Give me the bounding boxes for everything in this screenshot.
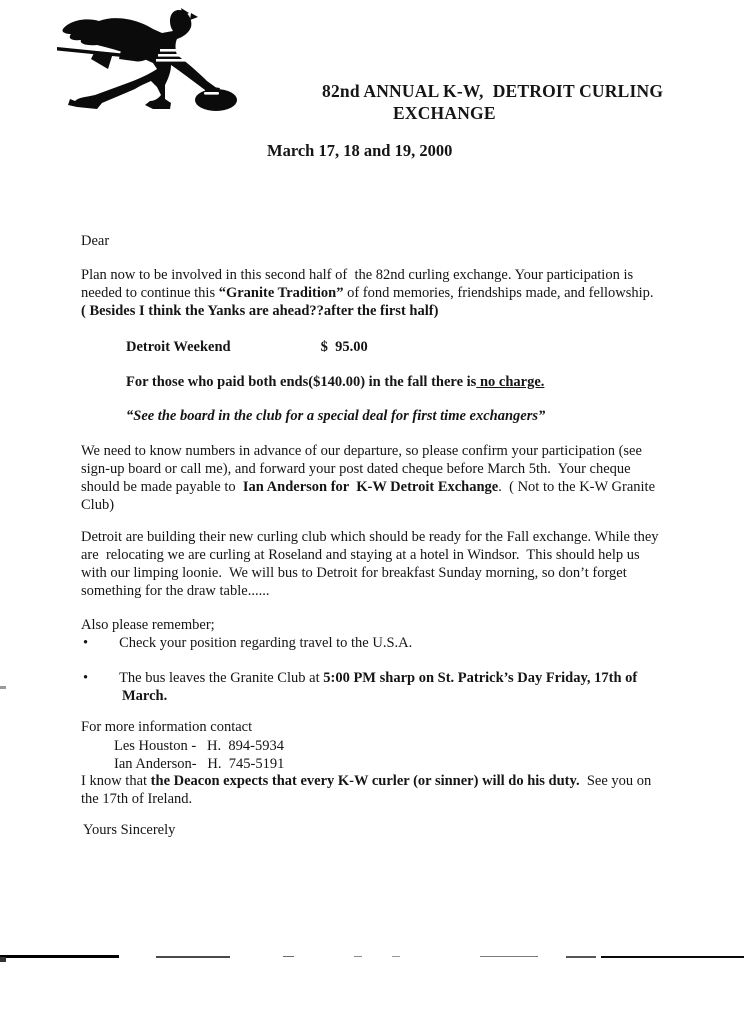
- scan-artifact-line: [0, 955, 119, 958]
- text-run: Also please remember;: [81, 617, 215, 633]
- letter-line: [122, 687, 167, 705]
- scan-artifact-line: [0, 957, 6, 962]
- letter-line: [81, 284, 654, 302]
- letter-line: [81, 528, 659, 546]
- letter-line: [83, 669, 637, 687]
- letter-line: [83, 821, 175, 839]
- curling-player-logo-icon: [57, 7, 242, 117]
- letter-line: [126, 407, 545, 425]
- text-run: Club): [81, 497, 115, 513]
- letter-line: [81, 442, 642, 460]
- text-run: of fond memories, friendships made, and fellowship.: [343, 285, 654, 301]
- letter-line: [81, 478, 655, 496]
- text-run: •: [83, 670, 89, 686]
- letter-line: [81, 582, 269, 600]
- letter-line: [81, 718, 252, 736]
- text-run: Dear: [81, 233, 110, 249]
- text-run: Yours Sincerely: [83, 822, 176, 838]
- letter-date: March 17, 18 and 19, 2000: [267, 141, 453, 160]
- text-run: $ 95.00: [320, 339, 368, 355]
- text-run: •: [83, 635, 89, 651]
- text-run: . ( Not to the K-W Granite: [498, 479, 656, 495]
- text-run: I know that: [81, 773, 151, 789]
- scan-artifact-line: [354, 956, 362, 957]
- text-run: Les Houston - H. 894-5934: [114, 738, 284, 754]
- text-run: “See the board in the club for a special deal for first time exchangers”: [126, 408, 546, 424]
- letter-line: [126, 338, 368, 356]
- text-run: the Deacon expects that every K-W curler (or sinner) will do his duty.: [150, 773, 580, 789]
- text-run: the 17th of Ireland.: [81, 791, 193, 807]
- letter-line: [81, 790, 192, 808]
- text-run: Ian Anderson- H. 745-5191: [114, 756, 285, 772]
- text-run: Detroit are building their new curling club which should be ready for the Fall exchange. While they: [81, 529, 659, 545]
- letter-line: [81, 772, 651, 790]
- letter-line: [81, 460, 631, 478]
- letter-line: [81, 266, 633, 284]
- scan-artifact-line: [156, 956, 230, 958]
- letter-line: [83, 634, 412, 652]
- text-run: ( Besides I think the Yanks are ahead??after the first half): [81, 303, 439, 319]
- letter-line: [126, 373, 544, 391]
- text-run: needed to continue this: [81, 285, 219, 301]
- scan-artifact-line: [566, 956, 596, 958]
- text-run: should be made payable to: [81, 479, 243, 495]
- letter-line: [81, 564, 627, 582]
- scan-artifact-line: [283, 956, 294, 957]
- text-run: Plan now to be involved in this second half of the 82nd curling exchange. Your participation is: [81, 267, 634, 283]
- text-run: sign-up board or call me), and forward your post dated cheque before March 5th. Your cheque: [81, 461, 631, 477]
- letter-title-line2: EXCHANGE: [393, 103, 496, 123]
- text-run: are relocating we are curling at Roseland and staying at a hotel in Windsor. This should help us: [81, 547, 640, 563]
- scan-artifact-line: [601, 956, 744, 958]
- text-run: The bus leaves the Granite Club at: [119, 670, 324, 686]
- letter-line: [81, 616, 215, 634]
- letter-line: [114, 737, 284, 755]
- text-run: “Granite Tradition”: [218, 285, 344, 301]
- text-run: We need to know numbers in advance of our departure, so please confirm your participation (see: [81, 443, 642, 459]
- letter-line: [81, 546, 640, 564]
- text-run: See you on: [579, 773, 652, 789]
- text-run: Check your position regarding travel to the U.S.A.: [119, 635, 413, 651]
- text-run: March.: [122, 688, 168, 704]
- text-run: no charge.: [476, 374, 545, 390]
- letter-title-line1: 82nd ANNUAL K-W, DETROIT CURLING: [322, 81, 664, 101]
- scan-artifact-line: [480, 956, 538, 957]
- text-run: 5:00 PM sharp on St. Patrick’s Day Friday, 17th of: [323, 670, 638, 686]
- letter-line: [81, 302, 438, 320]
- letter-line: [114, 755, 284, 773]
- text-run: For more information contact: [81, 719, 253, 735]
- letter-line: [81, 496, 114, 514]
- letter-line: [81, 232, 109, 250]
- text-run: something for the draw table......: [81, 583, 270, 599]
- scan-artifact-line: [392, 956, 400, 957]
- text-run: Ian Anderson for K-W Detroit Exchange: [242, 479, 499, 495]
- scan-artifact-mark: [0, 686, 6, 689]
- text-run: Detroit Weekend: [126, 339, 231, 355]
- text-run: with our limping loonie. We will bus to Detroit for breakfast Sunday morning, so don’t forget: [81, 565, 627, 581]
- text-run: For those who paid both ends($140.00) in the fall there is: [126, 374, 477, 390]
